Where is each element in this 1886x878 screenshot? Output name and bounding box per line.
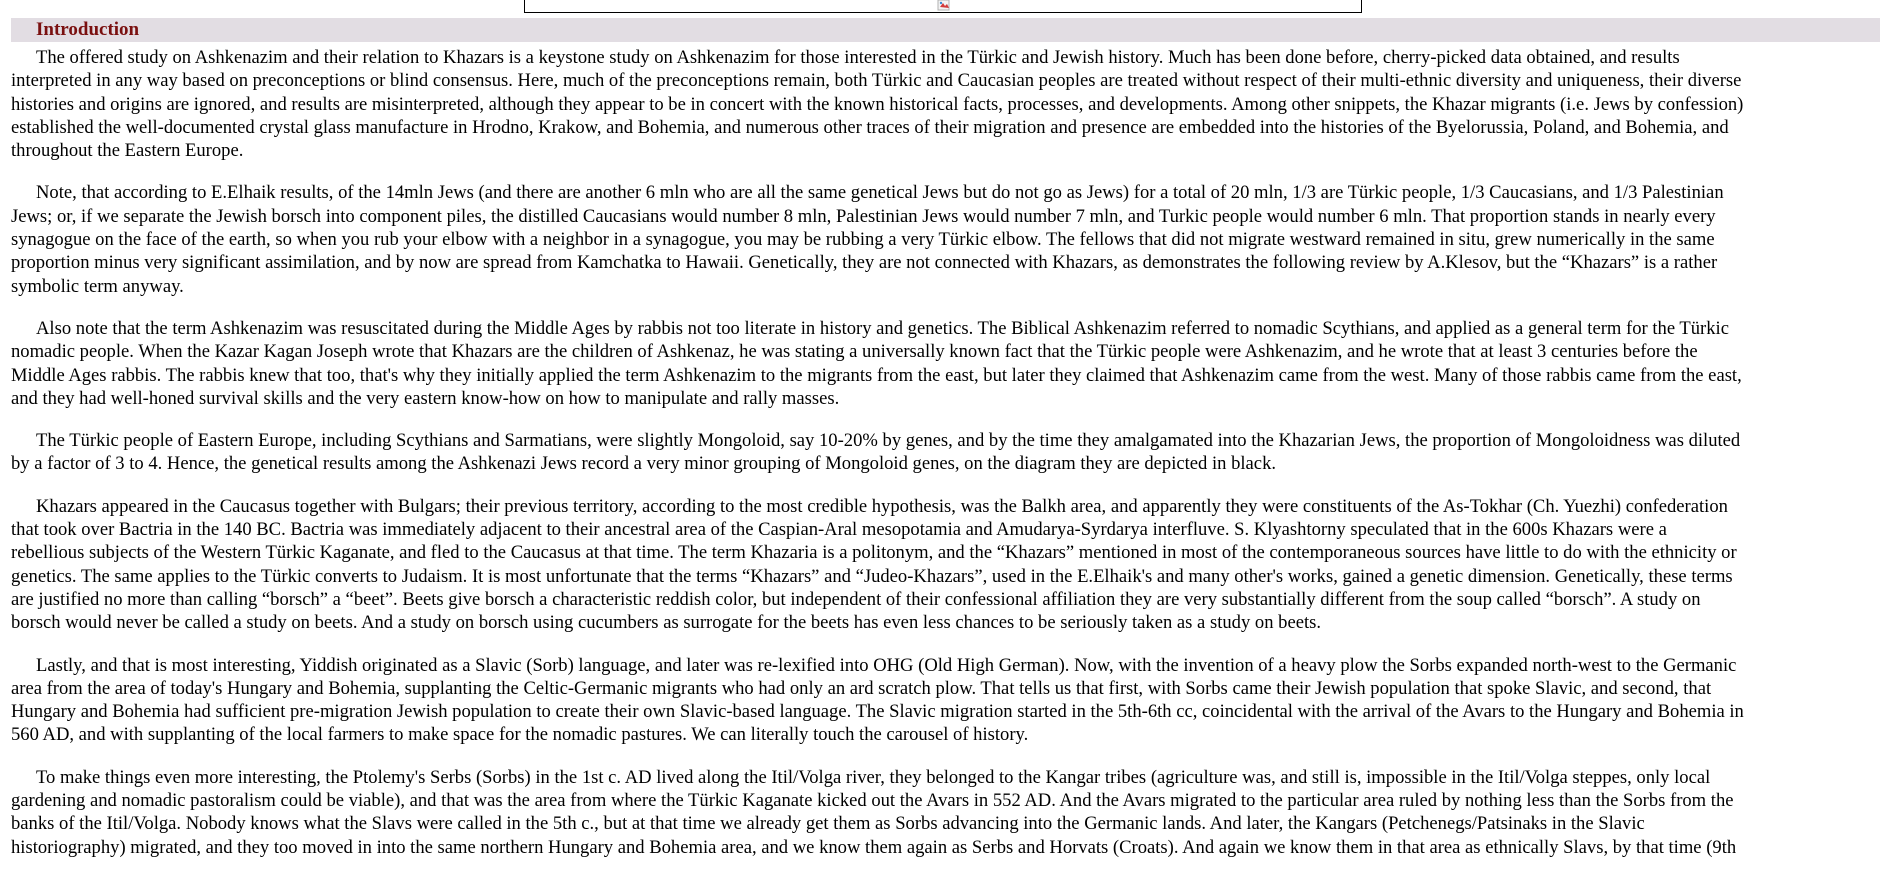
paragraph-line: established the well-documented crystal glass manufacture in Hrodno, Krakow, and Bohemia, and numerous other traces of their migration and presence are embedded into the histories of the Byelorussia, Poland, and Bohemia, and — [11, 116, 1729, 138]
paragraph-line: 560 AD, and with supplanting of the local farmers to make space for the nomadic pastures. We can literally touch the carousel of history. — [11, 724, 1029, 746]
paragraph-line: proportion minus very significant assimilation, and by now are spread from Kamchatka to Hawaii. Genetically, they are not connected with Khazars, as demonstrates the following review by A.Klesov, but the “Khazars” is a rather — [11, 252, 1718, 274]
paragraph-line: Hungary and Bohemia had sufficient pre-migration Jewish population to create their own Slavic-based language. The Slavic migration started in the 5th-6th cc, coincidental with the arrival of the Avars to the Hungary and Bohemia in — [11, 701, 1744, 723]
paragraph-line: To make things even more interesting, the Ptolemy's Serbs (Sorbs) in the 1st c. AD lived along the Itil/Volga river, they belonged to the Kangar tribes (agriculture was, and still is, impossible in the Itil/Volga steppes, only local — [36, 766, 1711, 788]
paragraph-line: gardening and nomadic pastoralism could be viable), and that was the area from where the Türkic Kaganate kicked out the Avars in 552 AD. And the Avars migrated to the particular area ruled by nothing less than the Sorbs from the — [11, 790, 1734, 812]
paragraph-line: historiography) migrated, and they too moved in into the same northern Hungary and Bohemia area, and we know them again as Serbs and Horvats (Croats). And again we know them in that area as ethnically Slavs, by that time (9th — [11, 836, 1737, 858]
paragraph-line: nomadic people. When the Kazar Kagan Joseph wrote that Khazars are the children of Ashkenaz, he was stating a universally known fact that the Türkic people were Ashkenazim, and he wrote that at least 3 centuries before the — [11, 341, 1698, 363]
paragraph-line: Note, that according to E.Elhaik results, of the 14mln Jews (and there are another 6 mln who are all the same genetical Jews but do not go as Jews) for a total of 20 mln, 1/3 are Türkic people, 1/3 Caucasians, and 1/3 Palestinian — [36, 182, 1724, 204]
paragraph — [11, 495, 1880, 635]
paragraph-line: Jews; or, if we separate the Jewish borsch into component piles, the distilled Caucasians would number 8 mln, Palestinian Jews would number 7 mln, and Turkic people would number 6 mln. That proportion stands in nearly every — [11, 205, 1716, 227]
paragraph-line: by a factor of 3 to 4. Hence, the genetical results among the Ashkenazi Jews record a very minor grouping of Mongoloid genes, on the diagram they are depicted in black. — [11, 453, 1277, 475]
paragraph-line: Khazars appeared in the Caucasus together with Bulgars; their previous territory, according to the most credible hypothesis, was the Balkh area, and apparently they were constituents of the As-Tokhar (Ch. Yuezhi) confederation — [36, 495, 1728, 517]
paragraph-line: The Türkic people of Eastern Europe, including Scythians and Sarmatians, were slightly Mongoloid, say 10-20% by genes, and by the time they amalgamated into the Khazarian Jews, the proportion of Mongoloidness was diluted — [36, 430, 1741, 452]
paragraph-line: Middle Ages rabbis. The rabbis knew that too, that's why they initially applied the term Ashkenazim to the migrants from the east, but later they claimed that Ashkenazim came from the west. Many of those rabbis came from the east, — [11, 364, 1742, 386]
paragraph-line: and they had well-honed survival skills and the very eastern know-how on how to manipulate and rally masses. — [11, 387, 840, 409]
paragraph-line: area from the area of today's Hungary and Bohemia, supplanting the Celtic-Germanic migrants who had only an ard scratch plow. That tells us that first, with Sorbs came their Jewish population that spoke Slavic, and second, that — [11, 677, 1712, 699]
broken-image-icon — [937, 0, 951, 11]
paragraph-line: symbolic term anyway. — [11, 275, 184, 297]
paragraph-line: rebellious subjects of the Western Türkic Kaganate, and fled to the Caucasus at that time. The term Khazaria is a politonym, and the “Khazars” mentioned in most of the contemporaneous sources have little to do with the ethnicity or — [11, 542, 1737, 564]
paragraph-line: interpreted in any way based on preconceptions or blind consensus. Here, much of the preconceptions remain, both Türkic and Caucasian peoples are treated without respect of their multi-ethnic diversity and uniqueness, their diverse — [11, 70, 1742, 92]
paragraph-line: genetics. The same applies to the Türkic converts to Judaism. It is most unfortunate that the terms “Khazars” and “Judeo-Khazars”, used in the E.Elhaik's and many other's works, gained a genetic dimension. Genetically, these terms — [11, 565, 1733, 587]
paragraph-line: Lastly, and that is most interesting, Yiddish originated as a Slavic (Sorb) language, and later was re-lexified into OHG (Old High German). Now, with the invention of a heavy plow the Sorbs expanded north-west to the Germanic — [36, 654, 1737, 676]
paragraph — [11, 46, 1880, 162]
paragraph-line: borsch would never be called a study on beets. And a study on borsch using cucumbers as surrogate for the beets has even less chances to be seriously taken as a study on beets. — [11, 612, 1321, 634]
paragraph-line: histories and origins are ignored, and results are misinterpreted, although they appear to be in concert with the known historical facts, processes, and developments. Among other snippets, the Khazar migrants (i.e. Jews by confession) — [11, 93, 1744, 115]
paragraph — [11, 181, 1880, 297]
paragraph-line: Also note that the term Ashkenazim was resuscitated during the Middle Ages by rabbis not too literate in history and genetics. The Biblical Ashkenazim referred to nomadic Scythians, and applied as a general term for the Türkic — [36, 317, 1729, 339]
paragraph-line: throughout the Eastern Europe. — [11, 140, 244, 162]
paragraph-line: banks of the Itil/Volga. Nobody knows what the Slavs were called in the 5th c., but at that time we already get them as Sorbs advancing into the Germanic lands. And later, the Kangars (Petchenegs/Patsinaks in the Slavic — [11, 813, 1645, 835]
paragraph-line: that took over Bactria in the 140 BC. Bactria was immediately adjacent to their ancestral area of the Caspian-Aral mesopotamia and Amudarya-Syrdarya interfluve. S. Klyashtorny speculated that in the 600s Khazars were a — [11, 519, 1667, 541]
paragraph — [11, 317, 1880, 410]
article-body — [11, 46, 1880, 878]
section-title: Introduction — [11, 18, 1880, 42]
paragraph — [11, 654, 1880, 747]
paragraph-line: synagogue on the face of the earth, so when you rub your elbow with a neighbor in a synagogue, you may be rubbing a very Türkic elbow. The fellows that did not migrate westward remained in situ, grew numerically in the same — [11, 229, 1715, 251]
paragraph-line: The offered study on Ashkenazim and their relation to Khazars is a keystone study on Ashkenazim for those interested in the Türkic and Jewish history. Much has been done before, cherry-picked data obtained, and results — [36, 47, 1680, 68]
paragraph — [11, 766, 1880, 859]
paragraph — [11, 429, 1880, 476]
paragraph-line: are justified no more than calling “borsch” a “beet”. Beets give borsch a characteristic reddish color, but independent of their confessional affiliation they are very substantially different from the soup called “borsch”. A study on — [11, 588, 1701, 610]
